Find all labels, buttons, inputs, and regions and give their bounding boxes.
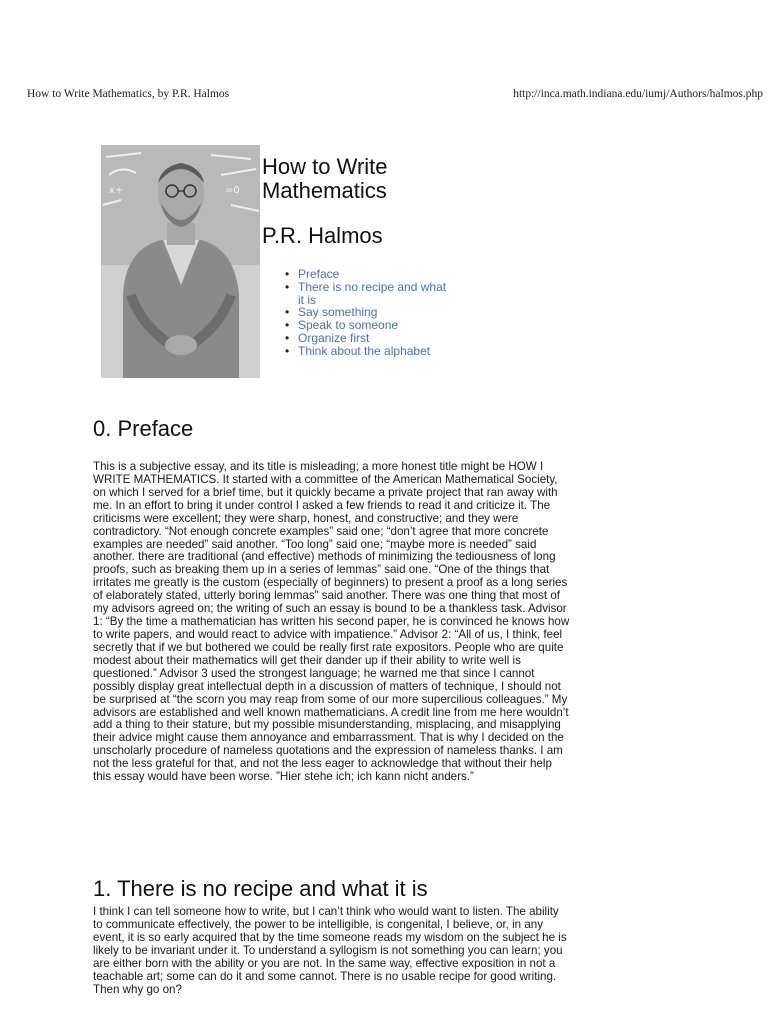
title-block [262,154,442,248]
header-title: How to Write Mathematics, by P.R. Halmos [27,88,230,100]
section-body-no-recipe: I think I can tell someone how to write, but I can’t think who would want to listen. The ability to communicate effectively, the power to be intelligible, is congenital, I believe, or, in any event, it is so early acquired that by the time someone reads my wisdom on the subject he is likely to be invariant under it. To understand a syllogism is not something you can learn; you are either born with the ability or you are not. In the same way, effective exposition in not a teachable art; some can do it and some cannot. There is no usable recipe for good writing. Then why go on? [93,905,567,996]
document-title: How to Write Mathematics [262,154,388,203]
header-url: http://inca.math.indiana.edu/iumj/Authors/halmos.php [513,88,763,100]
toc-link-no-recipe[interactable]: There is no recipe and what it is [298,279,447,307]
svg-text:x+: x+ [109,185,124,196]
author-photo [101,145,260,378]
toc-link-organize-first[interactable]: Organize first [298,330,370,345]
toc-item [285,281,455,307]
table-of-contents [285,268,455,358]
toc-link-speak-to-someone[interactable]: Speak to someone [298,318,399,333]
section-heading-no-recipe: 1. There is no recipe and what it is [93,876,428,901]
document-author: P.R. Halmos [262,223,383,248]
section-heading-preface: 0. Preface [93,416,194,441]
toc-link-preface[interactable]: Preface [298,267,340,281]
svg-text:=0: =0 [225,185,240,196]
toc-link-say-something[interactable]: Say something [298,305,378,320]
toc-item [285,345,455,358]
print-header [27,88,763,104]
section-body-preface: This is a subjective essay, and its title is misleading; a more honest title might be HOW I WRITE MATHEMATICS. It started with a committee of the American Mathematical Society, on which I served for a brief time, but it quickly became a private project that ran away with me. In an effort to bring it under control I asked a few friends to read it and criticize it. The criticisms were excellent; they were sharp, honest, and constructive; and they were contradictory. “Not enough concrete examples” said one; “don’t agree that more concrete examples are needed” said another. “Too long” said one; “maybe more is needed” said another. there are traditional (and effective) methods of minimizing the tediousness of long proofs, such as breaking them up in a series of lemmas” said one. “One of the things that irritates me greatly is the custom (especially of beginners) to present a proof as a long series of elaborately stated, utterly boring lemmas” said another. There was one thing that most of my advisors agreed on; the writing of such an essay is bound to be a thankless task. Advisor 1: “By the time a mathematician has written his second paper, he is convinced he knows how to write papers, and would react to advice with impatience.” Advisor 2: “All of us, I think, feel secretly that if we but bothered we could be really first rate expositors. People who are quite modest about their mathematics will get their dander up if their ability to write well is questioned.” Advisor 3 used the strongest language; he warned me that since I cannot possibly display great intellectual depth in a discussion of matters of technique, I should not be surprised at “the scorn you may reap from some of our more supercilious colleagues.” My advisors are established and well known mathematicians. A credit line from me here wouldn’t add a thing to their stature, but my possible misunderstanding, misplacing, and misapplying their advice might cause them annoyance and embarrassment. That is why I decided on the unscholarly procedure of nameless quotations and the expression of nameless thanks. I am not the less grateful for that, and not the less eager to acknowledge that without their help this essay would have been worse. ”Hier stehe ich; ich kann nicht anders.” [93,460,570,784]
toc-link-alphabet[interactable]: Think about the alphabet [298,343,431,358]
